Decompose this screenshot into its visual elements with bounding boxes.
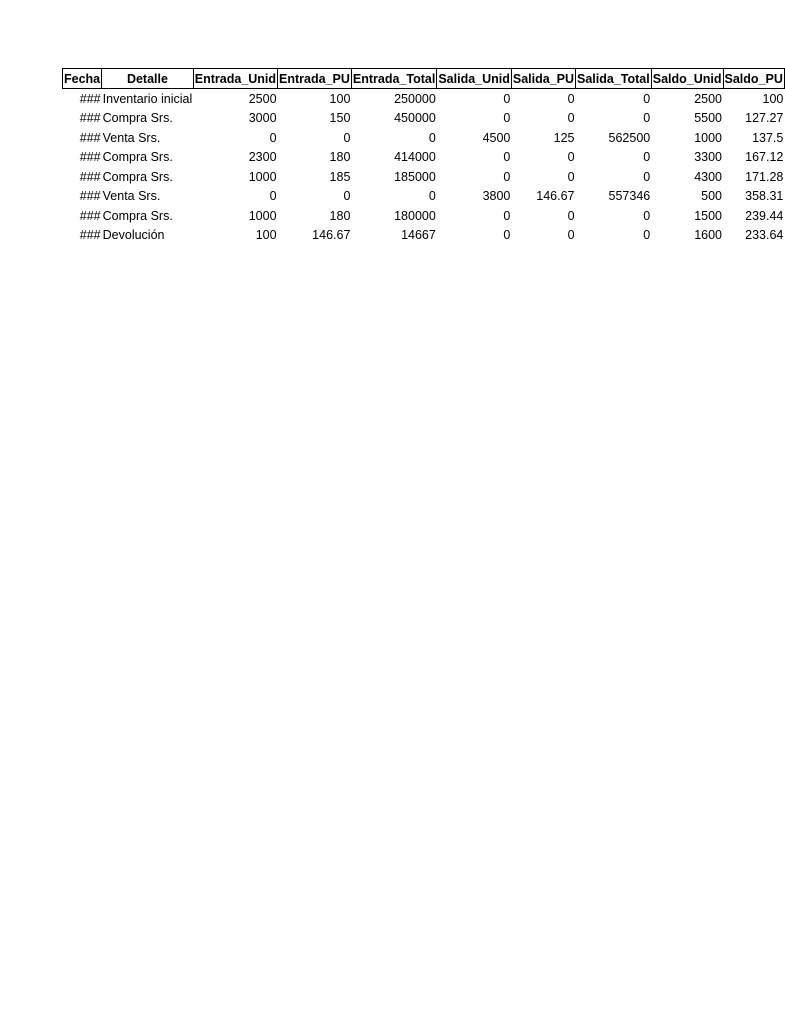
cell-entrada-pu: 0 xyxy=(343,189,351,204)
cell-salida-unid: 3800 xyxy=(482,189,511,204)
cell-entrada-unid: 100 xyxy=(255,228,277,243)
header-salida-total: Salida_Total xyxy=(576,69,652,89)
cell-salida-pu: 146.67 xyxy=(536,189,575,204)
cell-entrada-unid: 3000 xyxy=(248,111,277,126)
cell-entrada-total: 0 xyxy=(428,189,436,204)
cell-entrada-pu: 0 xyxy=(343,130,351,145)
cell-salida-unid: 0 xyxy=(503,208,511,223)
table-row xyxy=(63,89,785,109)
cell-fecha: ### xyxy=(79,208,101,223)
cell-entrada-total: 0 xyxy=(428,130,436,145)
cell-saldo-unid: 4300 xyxy=(694,169,722,184)
cell-salida-unid: 4500 xyxy=(482,130,511,145)
table-row xyxy=(63,128,785,148)
table-row xyxy=(63,167,785,187)
cell-entrada-unid: 1000 xyxy=(248,169,277,184)
cell-salida-total: 557346 xyxy=(608,189,651,204)
cell-saldo-unid: 1500 xyxy=(694,208,722,223)
header-fecha: Fecha xyxy=(63,69,102,89)
cell-fecha: ### xyxy=(79,91,101,106)
cell-saldo-unid: 500 xyxy=(701,189,722,204)
cell-salida-pu: 125 xyxy=(553,130,575,145)
cell-fecha: ### xyxy=(79,150,101,165)
cell-salida-total: 0 xyxy=(643,228,651,243)
header-saldo-pu: Saldo_PU xyxy=(723,69,784,89)
table-row xyxy=(63,226,785,246)
cell-detalle: Venta Srs. xyxy=(102,189,161,204)
cell-entrada-pu: 150 xyxy=(329,111,351,126)
cell-fecha: ### xyxy=(79,228,101,243)
cell-salida-pu: 0 xyxy=(567,111,575,126)
cell-detalle: Compra Srs. xyxy=(102,169,173,184)
cell-fecha: ### xyxy=(79,189,101,204)
cell-entrada-pu: 180 xyxy=(329,150,351,165)
cell-entrada-pu: 180 xyxy=(329,208,351,223)
cell-salida-total: 0 xyxy=(643,169,651,184)
cell-entrada-total: 414000 xyxy=(394,150,436,165)
cell-entrada-unid: 0 xyxy=(269,189,277,204)
cell-detalle: Compra Srs. xyxy=(102,111,173,126)
cell-salida-total: 0 xyxy=(643,208,651,223)
cell-salida-pu: 0 xyxy=(567,91,575,106)
cell-saldo-pu: 171.28 xyxy=(745,169,784,184)
cell-saldo-pu: 358.31 xyxy=(745,189,784,204)
spreadsheet-page xyxy=(62,68,785,245)
cell-saldo-unid: 5500 xyxy=(694,111,722,126)
header-entrada-pu: Entrada_PU xyxy=(278,69,352,89)
cell-fecha: ### xyxy=(79,130,101,145)
cell-entrada-total: 180000 xyxy=(394,208,436,223)
cell-saldo-unid: 3300 xyxy=(694,150,722,165)
header-entrada-unid: Entrada_Unid xyxy=(193,69,277,89)
cell-saldo-pu: 127.27 xyxy=(745,111,784,126)
cell-salida-pu: 0 xyxy=(567,150,575,165)
cell-entrada-unid: 2300 xyxy=(248,150,277,165)
cell-detalle: Devolución xyxy=(102,228,165,243)
cell-fecha: ### xyxy=(79,169,101,184)
cell-fecha: ### xyxy=(79,111,101,126)
header-salida-unid: Salida_Unid xyxy=(437,69,512,89)
header-detalle: Detalle xyxy=(102,69,194,89)
cell-entrada-unid: 1000 xyxy=(248,208,277,223)
cell-salida-pu: 0 xyxy=(567,228,575,243)
cell-salida-unid: 0 xyxy=(503,228,511,243)
cell-saldo-pu: 167.12 xyxy=(745,150,784,165)
cell-saldo-pu: 137.5 xyxy=(752,130,784,145)
inventory-table xyxy=(62,68,785,245)
cell-salida-total: 0 xyxy=(643,150,651,165)
cell-saldo-unid: 1600 xyxy=(694,228,722,243)
cell-detalle: Venta Srs. xyxy=(102,130,161,145)
table-row xyxy=(63,187,785,207)
cell-entrada-total: 185000 xyxy=(394,169,436,184)
cell-salida-unid: 0 xyxy=(503,150,511,165)
cell-entrada-total: 450000 xyxy=(394,111,436,126)
cell-salida-unid: 0 xyxy=(503,111,511,126)
header-saldo-unid: Saldo_Unid xyxy=(651,69,723,89)
header-salida-pu: Salida_PU xyxy=(511,69,575,89)
cell-salida-unid: 0 xyxy=(503,169,511,184)
cell-entrada-total: 14667 xyxy=(401,228,436,243)
table-row xyxy=(63,206,785,226)
cell-entrada-total: 250000 xyxy=(394,91,436,106)
cell-entrada-pu: 100 xyxy=(329,91,351,106)
cell-detalle: Compra Srs. xyxy=(102,208,173,223)
cell-salida-total: 0 xyxy=(643,111,651,126)
table-row xyxy=(63,148,785,168)
cell-salida-pu: 0 xyxy=(567,208,575,223)
cell-saldo-pu: 100 xyxy=(762,91,784,106)
cell-entrada-pu: 146.67 xyxy=(312,228,351,243)
cell-salida-total: 0 xyxy=(643,91,651,106)
cell-saldo-unid: 1000 xyxy=(694,130,722,145)
cell-entrada-pu: 185 xyxy=(329,169,351,184)
cell-salida-total: 562500 xyxy=(608,130,651,145)
cell-saldo-pu: 233.64 xyxy=(745,228,784,243)
cell-saldo-pu: 239.44 xyxy=(745,208,784,223)
cell-entrada-unid: 2500 xyxy=(248,91,277,106)
header-row xyxy=(63,69,785,89)
cell-salida-pu: 0 xyxy=(567,169,575,184)
table-body xyxy=(63,89,785,246)
cell-saldo-unid: 2500 xyxy=(694,91,722,106)
cell-detalle: Inventario inicial xyxy=(102,91,193,106)
cell-entrada-unid: 0 xyxy=(269,130,277,145)
cell-salida-unid: 0 xyxy=(503,91,511,106)
header-entrada-total: Entrada_Total xyxy=(351,69,436,89)
cell-detalle: Compra Srs. xyxy=(102,150,173,165)
table-row xyxy=(63,109,785,129)
